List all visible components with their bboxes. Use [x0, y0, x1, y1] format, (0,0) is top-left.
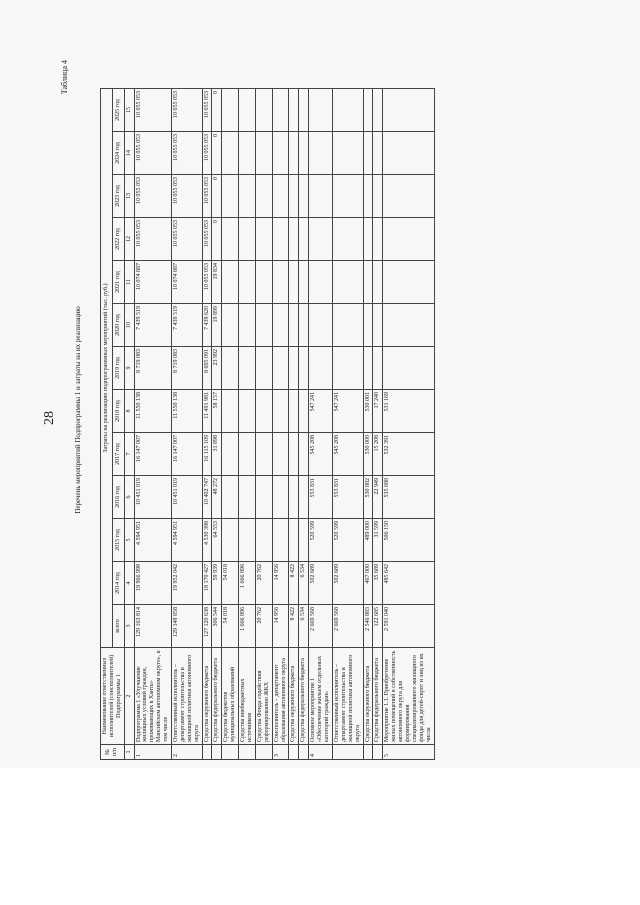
cell-value [222, 519, 239, 562]
cell-value [373, 347, 383, 390]
cell-value: 0 [212, 218, 222, 261]
header-total: всего [112, 605, 124, 648]
cell-value: 547 241 [332, 390, 363, 433]
cell-value [255, 433, 272, 476]
cell-value: 7 439 519 [134, 304, 171, 347]
cell-value [272, 261, 289, 304]
cell-value [332, 132, 363, 175]
column-number: 10 [124, 304, 134, 347]
cell-value: 0 [212, 175, 222, 218]
cell-value: 54 018 [222, 605, 239, 648]
cell-value: 17 240 [373, 390, 383, 433]
row-number [239, 745, 256, 760]
cell-value: 10 055 053 [134, 218, 171, 261]
cell-value [239, 347, 256, 390]
cell-value: 48 272 [212, 476, 222, 519]
header-year: 2020 год [112, 304, 124, 347]
cell-value: 547 241 [309, 390, 333, 433]
cell-value [289, 304, 299, 347]
table-row [172, 89, 203, 760]
cell-value [255, 261, 272, 304]
cell-value: 0 [212, 89, 222, 132]
cell-value: 54 018 [222, 562, 239, 605]
cell-value: 530 882 [363, 476, 373, 519]
cell-value: 31 898 [212, 433, 222, 476]
row-number: 3 [272, 745, 289, 760]
row-number [299, 745, 309, 760]
cell-value [222, 261, 239, 304]
page-number: 28 [42, 411, 57, 425]
cell-value [272, 218, 289, 261]
cell-value [272, 433, 289, 476]
cell-value: 10 055 053 [202, 175, 212, 218]
cell-value: 10 055 053 [134, 132, 171, 175]
cell-value [309, 175, 333, 218]
cell-value: 545 208 [309, 433, 333, 476]
cell-value [239, 476, 256, 519]
cell-value: 14 956 [272, 605, 289, 648]
cell-value: 20 762 [255, 562, 272, 605]
header-year: 2016 год [112, 476, 124, 519]
row-number [212, 745, 222, 760]
cell-value: 1 666 896 [239, 605, 256, 648]
table-row [309, 89, 333, 760]
header-name: Наименование ответственных исполнителей (соисполнителей) Подпрограммы 1 [101, 648, 125, 745]
row-number [255, 745, 272, 760]
cell-value: 14 956 [272, 562, 289, 605]
cell-value: 4 530 398 [202, 519, 212, 562]
row-number [363, 745, 373, 760]
costs-table [100, 88, 435, 760]
row-name: Средства окружного бюджета [363, 648, 373, 745]
cell-value [272, 476, 289, 519]
column-number: 5 [124, 519, 134, 562]
cell-value [332, 347, 363, 390]
table-row [239, 89, 256, 760]
cell-value: 11 550 138 [134, 390, 171, 433]
cell-value [299, 304, 309, 347]
cell-value [299, 218, 309, 261]
rotated-document [42, 60, 580, 760]
cell-value [222, 89, 239, 132]
cell-value [383, 132, 434, 175]
cell-value [299, 519, 309, 562]
cell-value: 535 688 [383, 476, 434, 519]
cell-value: 485 642 [383, 562, 434, 605]
cell-value [222, 390, 239, 433]
table-row [383, 89, 434, 760]
cell-value: 10 055 053 [172, 89, 203, 132]
cell-value [363, 304, 373, 347]
table-row [255, 89, 272, 760]
header-year: 2023 год [112, 175, 124, 218]
header-no: № п/п [101, 745, 125, 760]
cell-value [222, 175, 239, 218]
cell-value: 502 689 [309, 562, 333, 605]
cell-value [222, 433, 239, 476]
cell-value: 129 163 814 [134, 605, 171, 648]
cell-value: 553 831 [332, 476, 363, 519]
row-name: Ответственный исполнитель – департамент строительства и жилищной политики автономного округа [172, 648, 203, 745]
header-year: 2024 год [112, 132, 124, 175]
row-number [202, 745, 212, 760]
cell-value: 2 669 568 [309, 605, 333, 648]
cell-value [309, 304, 333, 347]
cell-value: 22 949 [373, 476, 383, 519]
cell-value: 8 695 091 [202, 347, 212, 390]
cell-value: 19 834 [212, 261, 222, 304]
cell-value: 20 762 [255, 605, 272, 648]
cell-value [239, 89, 256, 132]
table-row [363, 89, 373, 760]
cell-value [255, 89, 272, 132]
cell-value [363, 89, 373, 132]
cell-value: 10 055 053 [172, 218, 203, 261]
cell-value: 10 055 053 [202, 132, 212, 175]
row-number: 1 [134, 745, 171, 760]
cell-value [239, 132, 256, 175]
cell-value: 16 147 007 [134, 433, 171, 476]
cell-value: 8 422 [289, 562, 299, 605]
cell-value [363, 218, 373, 261]
column-number: 11 [124, 261, 134, 304]
cell-value: 23 992 [212, 347, 222, 390]
cell-value [299, 476, 309, 519]
cell-value: 489 000 [363, 519, 373, 562]
cell-value [289, 476, 299, 519]
cell-value [383, 304, 434, 347]
cell-value [289, 261, 299, 304]
cell-value [289, 433, 299, 476]
cell-value [255, 390, 272, 433]
column-number: 7 [124, 433, 134, 476]
row-number [289, 745, 299, 760]
cell-value: 502 689 [332, 562, 363, 605]
cell-value [272, 175, 289, 218]
column-number: 4 [124, 562, 134, 605]
cell-value [383, 89, 434, 132]
header-year: 2017 год [112, 433, 124, 476]
column-number: 15 [124, 89, 134, 132]
cell-value: 10 451 019 [172, 476, 203, 519]
cell-value: 1 666 896 [239, 562, 256, 605]
cell-value [272, 390, 289, 433]
table-row [332, 89, 363, 760]
cell-value [239, 218, 256, 261]
column-number: 2 [124, 648, 134, 745]
cell-value [309, 218, 333, 261]
cell-value: 19 899 [212, 304, 222, 347]
cell-value [299, 132, 309, 175]
cell-value [299, 347, 309, 390]
cell-value [309, 89, 333, 132]
cell-value: 545 208 [332, 433, 363, 476]
cell-value [289, 218, 299, 261]
table-row [134, 89, 171, 760]
cell-value [309, 261, 333, 304]
cell-value [383, 261, 434, 304]
cell-value [373, 175, 383, 218]
column-number: 14 [124, 132, 134, 175]
table-label: Таблица 4 [60, 60, 69, 95]
row-name: Средства Фонда содействия реформированию ЖКХ [255, 648, 272, 745]
cell-value: 10 402 747 [202, 476, 212, 519]
cell-value [332, 218, 363, 261]
cell-value: 7 439 620 [202, 304, 212, 347]
cell-value [222, 347, 239, 390]
row-name: Мероприятие 1.1. Приобретение жилых помещений в собственность автономного округа для формирования специализированного жилищного фонда для детей-сирот и лиц из их числа [383, 648, 434, 745]
cell-value: 10 055 053 [172, 175, 203, 218]
cell-value [289, 132, 299, 175]
table-row [299, 89, 309, 760]
cell-value [239, 390, 256, 433]
cell-value: 306 544 [212, 605, 222, 648]
cell-value [222, 218, 239, 261]
cell-value [363, 175, 373, 218]
cell-value: 10 055 053 [172, 132, 203, 175]
cell-value [272, 304, 289, 347]
cell-value [272, 347, 289, 390]
column-number: 13 [124, 175, 134, 218]
cell-value: 10 055 053 [134, 175, 171, 218]
cell-value: 59 939 [212, 562, 222, 605]
row-name: Средства окружного бюджета [202, 648, 212, 745]
cell-value: 553 831 [309, 476, 333, 519]
cell-value [239, 304, 256, 347]
cell-value: 11 491 981 [202, 390, 212, 433]
cell-value [289, 89, 299, 132]
row-number: 2 [172, 745, 203, 760]
cell-value: 532 391 [383, 433, 434, 476]
cell-value: 506 150 [383, 519, 434, 562]
cell-value: 10 055 053 [202, 89, 212, 132]
cell-value: 7 439 519 [172, 304, 203, 347]
table-row [272, 89, 289, 760]
table-row [202, 89, 212, 760]
cell-value: 0 [212, 132, 222, 175]
cell-value [383, 218, 434, 261]
cell-value: 16 147 007 [172, 433, 203, 476]
cell-value: 10 451 019 [134, 476, 171, 519]
cell-value [272, 132, 289, 175]
table-title: Перечень мероприятий Подпрограммы 1 и затраты на их реализацию [74, 306, 82, 514]
cell-value [289, 347, 299, 390]
row-name: Средства окружного бюджета [289, 648, 299, 745]
cell-value: 10 055 053 [134, 89, 171, 132]
column-number: 8 [124, 390, 134, 433]
cell-value [255, 175, 272, 218]
cell-value: 8 422 [289, 605, 299, 648]
cell-value [299, 175, 309, 218]
cell-value [332, 175, 363, 218]
column-number: 12 [124, 218, 134, 261]
cell-value: 6 534 [299, 605, 309, 648]
cell-value [272, 89, 289, 132]
cell-value [299, 261, 309, 304]
cell-value: 10 074 887 [172, 261, 203, 304]
row-number: 5 [383, 745, 434, 760]
cell-value: 10 074 887 [134, 261, 171, 304]
cell-value [255, 519, 272, 562]
cell-value [309, 347, 333, 390]
row-name: Подпрограмма 1 «Улучшение жилищных условий граждан, проживающих в Ханты-Мансийском автономном округе», в том числе [134, 648, 171, 745]
row-name: Основное мероприятие 1 «Обеспечение жильем отдельных категорий граждан» [309, 648, 333, 745]
cell-value [299, 390, 309, 433]
cell-value: 64 553 [212, 519, 222, 562]
cell-value: 467 000 [363, 562, 373, 605]
cell-value: 122 685 [373, 605, 383, 648]
row-name: Средства федерального бюджета [299, 648, 309, 745]
cell-value [309, 132, 333, 175]
table-row [212, 89, 222, 760]
cell-value [239, 519, 256, 562]
cell-value: 19 966 998 [134, 562, 171, 605]
header-year: 2018 год [112, 390, 124, 433]
cell-value: 531 169 [383, 390, 434, 433]
cell-value [299, 433, 309, 476]
cell-value [272, 519, 289, 562]
cell-value [255, 132, 272, 175]
cell-value [332, 89, 363, 132]
table-row [373, 89, 383, 760]
cell-value [373, 304, 383, 347]
row-name: Средства внебюджетных источников [239, 648, 256, 745]
cell-value: 19 952 042 [172, 562, 203, 605]
row-name: Средства бюджетов муниципальных образований [222, 648, 239, 745]
row-number [222, 745, 239, 760]
cell-value [373, 89, 383, 132]
cell-value [383, 175, 434, 218]
cell-value [222, 304, 239, 347]
row-number: 4 [309, 745, 333, 760]
cell-value [363, 132, 373, 175]
cell-value [222, 476, 239, 519]
cell-value [239, 175, 256, 218]
cell-value [363, 261, 373, 304]
header-year: 2019 год [112, 347, 124, 390]
cell-value: 530 001 [363, 390, 373, 433]
cell-value: 129 148 858 [172, 605, 203, 648]
cell-value: 31 599 [373, 519, 383, 562]
cell-value: 35 689 [373, 562, 383, 605]
column-number: 6 [124, 476, 134, 519]
cell-value: 10 055 053 [202, 261, 212, 304]
cell-value: 2 669 568 [332, 605, 363, 648]
cell-value [289, 390, 299, 433]
header-year: 2025 год [112, 89, 124, 132]
cell-value [255, 304, 272, 347]
cell-value [255, 218, 272, 261]
blank-area [0, 768, 640, 905]
cell-value [239, 433, 256, 476]
cell-value [222, 132, 239, 175]
cell-value: 2 591 040 [383, 605, 434, 648]
cell-value [255, 347, 272, 390]
header-year: 2021 год [112, 261, 124, 304]
cell-value: 10 055 053 [202, 218, 212, 261]
cell-value: 58 157 [212, 390, 222, 433]
row-number [373, 745, 383, 760]
table-row [289, 89, 299, 760]
cell-value: 6 534 [299, 562, 309, 605]
cell-value [373, 218, 383, 261]
cell-value [239, 261, 256, 304]
cell-value [289, 519, 299, 562]
cell-value [383, 347, 434, 390]
column-number: 9 [124, 347, 134, 390]
cell-value: 18 170 427 [202, 562, 212, 605]
cell-value: 4 594 951 [172, 519, 203, 562]
cell-value [363, 347, 373, 390]
cell-value: 11 550 138 [172, 390, 203, 433]
cell-value: 8 719 083 [172, 347, 203, 390]
cell-value: 2 546 883 [363, 605, 373, 648]
cell-value: 8 719 083 [134, 347, 171, 390]
cell-value [299, 89, 309, 132]
cell-value: 15 208 [373, 433, 383, 476]
cell-value [332, 261, 363, 304]
cell-value [373, 261, 383, 304]
header-year: 2022 год [112, 218, 124, 261]
row-name: Соисполнитель – департамент образования автономного округа [272, 648, 289, 745]
cell-value [255, 476, 272, 519]
cell-value [373, 132, 383, 175]
column-number: 3 [124, 605, 134, 648]
cell-value: 520 599 [332, 519, 363, 562]
table-row [222, 89, 239, 760]
row-number [332, 745, 363, 760]
cell-value [289, 175, 299, 218]
cell-value: 530 000 [363, 433, 373, 476]
header-year: 2014 год [112, 562, 124, 605]
cell-value: 520 599 [309, 519, 333, 562]
row-name: Ответственный исполнитель – департамент строительства и жилищной политики автономного округа [332, 648, 363, 745]
cell-value: 127 120 638 [202, 605, 212, 648]
row-name: Средства федерального бюджета [212, 648, 222, 745]
row-name: Средства федерального бюджета [373, 648, 383, 745]
cell-value: 16 115 109 [202, 433, 212, 476]
header-year: 2015 год [112, 519, 124, 562]
cell-value [332, 304, 363, 347]
header-costs: Затраты на реализацию подпрограммных мероприятий (тыс. руб.) [101, 89, 113, 648]
cell-value: 4 594 951 [134, 519, 171, 562]
column-number: 1 [124, 745, 134, 760]
